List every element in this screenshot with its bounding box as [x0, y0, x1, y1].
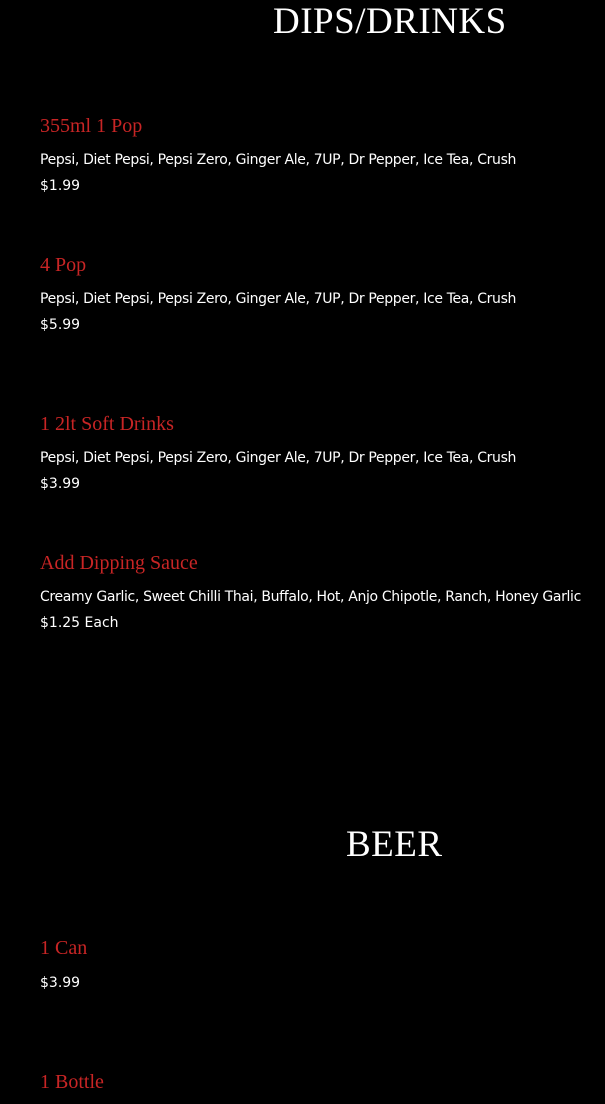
item-name: 1 2lt Soft Drinks: [40, 413, 174, 435]
item-price: $1.25 Each: [40, 615, 119, 631]
item-name: Add Dipping Sauce: [40, 552, 198, 574]
item-price: $3.99: [40, 476, 81, 492]
section-title-dips-drinks: DIPS/DRINKS: [273, 1, 507, 42]
item-name: 4 Pop: [40, 254, 87, 276]
item-name: 1 Can: [40, 937, 88, 959]
item-name: 1 Bottle: [40, 1071, 104, 1093]
item-description: Pepsi, Diet Pepsi, Pepsi Zero, Ginger Ale, 7UP, Dr Pepper, Ice Tea, Crush: [40, 152, 517, 168]
item-price: $5.99: [40, 317, 81, 333]
item-description: Creamy Garlic, Sweet Chilli Thai, Buffalo, Hot, Anjo Chipotle, Ranch, Honey Garlic: [40, 589, 581, 605]
item-description: Pepsi, Diet Pepsi, Pepsi Zero, Ginger Ale, 7UP, Dr Pepper, Ice Tea, Crush: [40, 291, 517, 307]
item-price: $1.99: [40, 178, 81, 194]
item-price: $3.99: [40, 975, 81, 991]
item-description: Pepsi, Diet Pepsi, Pepsi Zero, Ginger Ale, 7UP, Dr Pepper, Ice Tea, Crush: [40, 450, 517, 466]
section-title-beer: BEER: [346, 824, 443, 865]
item-name: 355ml 1 Pop: [40, 115, 143, 137]
